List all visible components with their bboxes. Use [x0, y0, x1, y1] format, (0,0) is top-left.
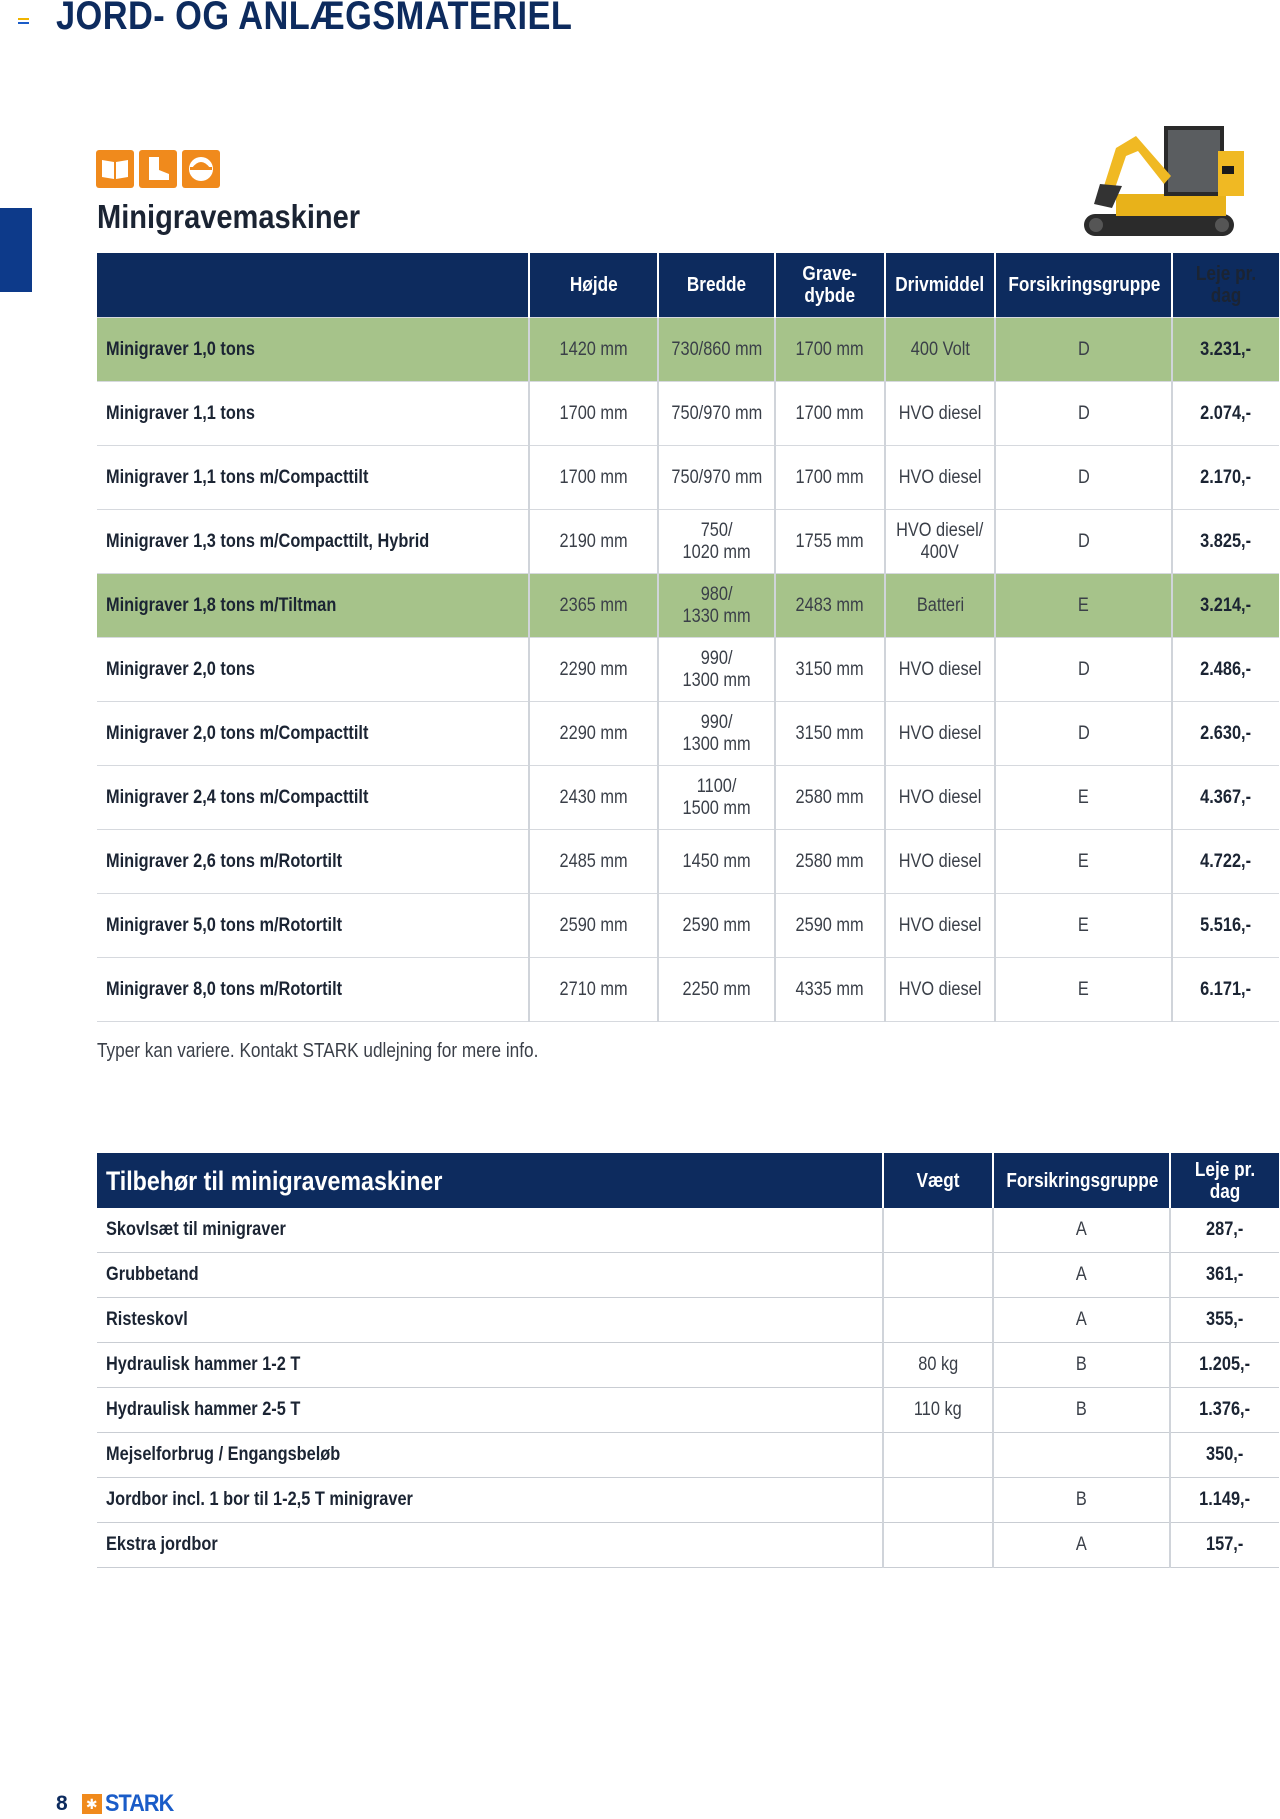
excavator-image: [1076, 96, 1266, 246]
cell-price-text: 1.149,-: [1199, 1489, 1251, 1510]
cell-weight: [883, 1343, 993, 1388]
cell-depth: [775, 894, 885, 958]
cell-group: [995, 766, 1172, 830]
column-header: [1172, 253, 1279, 318]
cell-name: [97, 1478, 883, 1523]
cell-height-text: 1700 mm: [559, 402, 628, 424]
accessories-title: Tilbehør til minigravemaskiner: [97, 1153, 883, 1208]
cell-weight-text: 110 kg: [914, 1399, 962, 1420]
table-row: [97, 1523, 1279, 1568]
cell-height-text: 1420 mm: [559, 338, 628, 360]
table-row: [97, 1253, 1279, 1298]
table-row: [97, 510, 1279, 574]
cell-depth: [775, 638, 885, 702]
table-row: [97, 638, 1279, 702]
cell-name-text: Grubbetand: [106, 1264, 199, 1285]
table-row: [97, 1208, 1279, 1253]
table-row: [97, 702, 1279, 766]
cell-group: [993, 1433, 1170, 1478]
cell-name-text: Minigraver 1,8 tons m/Tiltman: [106, 594, 337, 616]
cell-fuel-text: HVO diesel: [898, 722, 982, 744]
cell-height: [529, 382, 658, 446]
cell-weight: [883, 1478, 993, 1523]
cell-width: [658, 702, 775, 766]
cell-group-text: A: [1076, 1219, 1087, 1240]
cell-price: [1172, 830, 1279, 894]
cell-price: [1170, 1343, 1279, 1388]
cell-width-text: 980/ 1330 mm: [682, 583, 751, 627]
cell-price: [1172, 382, 1279, 446]
star-icon: ✱: [82, 1794, 102, 1814]
cell-height-text: 2290 mm: [559, 658, 628, 680]
cell-height-text: 2590 mm: [559, 914, 628, 936]
minigravemaskiner-table: [97, 253, 1279, 1022]
column-header-text: Forsikringsgruppe: [1008, 274, 1161, 296]
cell-group-text: B: [1076, 1489, 1087, 1510]
cell-height: [529, 446, 658, 510]
column-header: [883, 1153, 993, 1208]
cell-group: [995, 318, 1172, 382]
cell-fuel: [885, 766, 995, 830]
cell-depth: [775, 382, 885, 446]
cell-depth-text: 2483 mm: [795, 594, 865, 616]
cell-name-text: Minigraver 8,0 tons m/Rotortilt: [106, 978, 343, 1000]
cell-group: [993, 1208, 1170, 1253]
cell-group: [995, 702, 1172, 766]
cell-name: [97, 1253, 883, 1298]
cell-height: [529, 510, 658, 574]
table-row: [97, 958, 1279, 1022]
cell-height: [529, 894, 658, 958]
cell-height: [529, 958, 658, 1022]
cell-price: [1172, 766, 1279, 830]
cell-width-text: 990/ 1300 mm: [682, 647, 751, 691]
cell-depth: [775, 318, 885, 382]
cell-width-text: 1450 mm: [682, 850, 751, 872]
cell-price-text: 4.722,-: [1200, 850, 1252, 872]
cell-fuel: [885, 958, 995, 1022]
cell-group-text: B: [1076, 1399, 1087, 1420]
cell-price-text: 4.367,-: [1200, 786, 1252, 808]
safety-boot-icon: [139, 150, 177, 188]
cell-depth: [775, 766, 885, 830]
cell-weight-text: 80 kg: [918, 1354, 958, 1375]
cell-name-text: Hydraulisk hammer 2-5 T: [106, 1399, 301, 1420]
table-header-row: [97, 1153, 1279, 1208]
cell-price: [1170, 1478, 1279, 1523]
cell-price-text: 2.486,-: [1200, 658, 1252, 680]
cell-group: [993, 1298, 1170, 1343]
cell-group-text: B: [1076, 1354, 1087, 1375]
table-row: [97, 318, 1279, 382]
page-header-title: JORD- OG ANLÆGSMATERIEL: [56, 0, 573, 38]
column-header-text: Leje pr. dag: [1194, 1158, 1256, 1203]
cell-price: [1172, 318, 1279, 382]
cell-width-text: 750/970 mm: [671, 466, 762, 488]
cell-price-text: 3.825,-: [1200, 530, 1252, 552]
cell-name: [97, 318, 529, 382]
cell-price-text: 1.205,-: [1199, 1354, 1251, 1375]
cell-name-text: Risteskovl: [106, 1309, 188, 1330]
cell-name: [97, 574, 529, 638]
footer: [56, 1790, 181, 1818]
cell-name-text: Ekstra jordbor: [106, 1534, 218, 1555]
cell-group: [995, 446, 1172, 510]
cell-fuel-text: HVO diesel: [898, 466, 982, 488]
cell-width-text: 990/ 1300 mm: [682, 711, 751, 755]
cell-depth: [775, 958, 885, 1022]
cell-name-text: Minigraver 2,0 tons m/Compacttilt: [106, 722, 369, 744]
cell-price-text: 157,-: [1206, 1534, 1244, 1555]
cell-weight: [883, 1253, 993, 1298]
column-header-text: Højde: [569, 274, 618, 296]
cell-name: [97, 702, 529, 766]
cell-group-text: A: [1076, 1309, 1087, 1330]
cell-fuel-text: HVO diesel: [898, 786, 982, 808]
cell-height: [529, 638, 658, 702]
cell-depth: [775, 574, 885, 638]
cell-fuel: [885, 894, 995, 958]
cell-price: [1172, 446, 1279, 510]
cell-name-text: Minigraver 1,1 tons: [106, 402, 255, 424]
cell-price: [1172, 638, 1279, 702]
cell-fuel: [885, 382, 995, 446]
cell-depth: [775, 830, 885, 894]
cell-price: [1172, 510, 1279, 574]
column-header-text: Forsikringsgruppe: [1006, 1169, 1159, 1192]
cell-name: [97, 1298, 883, 1343]
cell-weight: [883, 1433, 993, 1478]
cell-group-text: E: [1078, 594, 1089, 616]
table-row: [97, 382, 1279, 446]
cell-depth-text: 1700 mm: [795, 338, 865, 360]
cell-group: [993, 1253, 1170, 1298]
cell-group: [995, 382, 1172, 446]
column-header-text: Vægt: [916, 1169, 960, 1192]
cell-name: [97, 766, 529, 830]
safety-icons: [96, 150, 220, 188]
cell-fuel-text: 400 Volt: [910, 338, 970, 360]
column-header: [658, 253, 775, 318]
cell-price: [1172, 958, 1279, 1022]
cell-fuel: [885, 830, 995, 894]
cell-price: [1172, 574, 1279, 638]
cell-name-text: Hydraulisk hammer 1-2 T: [106, 1354, 301, 1375]
cell-price-text: 2.170,-: [1200, 466, 1252, 488]
cell-name-text: Minigraver 1,1 tons m/Compacttilt: [106, 466, 369, 488]
cell-depth-text: 1700 mm: [795, 402, 865, 424]
cell-fuel-text: HVO diesel: [898, 658, 982, 680]
cell-group: [993, 1343, 1170, 1388]
cell-depth-text: 1755 mm: [795, 530, 865, 552]
page-number: 8: [56, 1792, 68, 1815]
cell-width: [658, 574, 775, 638]
cell-width: [658, 446, 775, 510]
cell-depth-text: 4335 mm: [795, 978, 865, 1000]
menu-icon[interactable]: [18, 18, 29, 26]
column-header: [995, 253, 1172, 318]
cell-group-text: D: [1077, 658, 1090, 680]
cell-width-text: 1100/ 1500 mm: [682, 775, 751, 819]
cell-name-text: Minigraver 1,0 tons: [106, 338, 255, 360]
cell-weight: [883, 1208, 993, 1253]
cell-width: [658, 382, 775, 446]
cell-group: [995, 510, 1172, 574]
cell-fuel: [885, 638, 995, 702]
cell-fuel-text: HVO diesel: [898, 978, 982, 1000]
cell-name-text: Minigraver 2,0 tons: [106, 658, 255, 680]
manual-book-icon: [96, 150, 134, 188]
cell-price-text: 6.171,-: [1200, 978, 1252, 1000]
column-header-text: Leje pr. dag: [1195, 263, 1257, 307]
cell-fuel-text: HVO diesel: [898, 402, 982, 424]
cell-group: [995, 830, 1172, 894]
cell-price-text: 287,-: [1206, 1219, 1244, 1240]
cell-group: [995, 574, 1172, 638]
cell-group-text: A: [1076, 1264, 1087, 1285]
cell-width: [658, 766, 775, 830]
cell-group: [995, 638, 1172, 702]
cell-name-text: Jordbor incl. 1 bor til 1-2,5 T minigraver: [106, 1489, 413, 1510]
cell-weight: [883, 1523, 993, 1568]
cell-group-text: E: [1078, 850, 1089, 872]
cell-depth: [775, 510, 885, 574]
cell-price-text: 5.516,-: [1200, 914, 1252, 936]
cell-fuel: [885, 702, 995, 766]
cell-price-text: 350,-: [1206, 1444, 1244, 1465]
cell-weight: [883, 1298, 993, 1343]
cell-fuel: [885, 510, 995, 574]
cell-width: [658, 830, 775, 894]
cell-price: [1170, 1523, 1279, 1568]
cell-group-text: E: [1078, 914, 1089, 936]
table-row: [97, 1478, 1279, 1523]
cell-depth-text: 2580 mm: [795, 850, 865, 872]
cell-fuel-text: Batteri: [916, 594, 964, 616]
cell-height: [529, 830, 658, 894]
cell-group-text: E: [1078, 978, 1089, 1000]
cell-price: [1172, 702, 1279, 766]
cell-price-text: 2.630,-: [1200, 722, 1252, 744]
stark-logo: [82, 1790, 181, 1818]
hard-hat-icon: [182, 150, 220, 188]
table-row: [97, 830, 1279, 894]
cell-fuel-text: HVO diesel: [898, 914, 982, 936]
note-text: Typer kan variere. Kontakt STARK udlejning for mere info.: [97, 1040, 539, 1062]
table-row: [97, 766, 1279, 830]
cell-name-text: Minigraver 1,3 tons m/Compacttilt, Hybrid: [106, 530, 430, 552]
cell-price-text: 361,-: [1206, 1264, 1244, 1285]
cell-height: [529, 766, 658, 830]
cell-name: [97, 382, 529, 446]
cell-price: [1172, 894, 1279, 958]
column-header-text: Grave- dybde: [802, 263, 858, 307]
cell-width-text: 2590 mm: [682, 914, 751, 936]
cell-weight: [883, 1388, 993, 1433]
table-row: [97, 574, 1279, 638]
column-header: [993, 1153, 1170, 1208]
cell-name: [97, 958, 529, 1022]
cell-name: [97, 1343, 883, 1388]
cell-group-text: D: [1077, 722, 1090, 744]
cell-width: [658, 894, 775, 958]
cell-name: [97, 894, 529, 958]
cell-group-text: D: [1077, 338, 1090, 360]
cell-depth-text: 3150 mm: [795, 658, 865, 680]
cell-height: [529, 702, 658, 766]
accessories-table: [97, 1153, 1279, 1568]
cell-name-text: Minigraver 5,0 tons m/Rotortilt: [106, 914, 343, 936]
table-row: [97, 1298, 1279, 1343]
cell-depth-text: 2580 mm: [795, 786, 865, 808]
column-header: [885, 253, 995, 318]
cell-width-text: 730/860 mm: [671, 338, 762, 360]
cell-group: [993, 1478, 1170, 1523]
cell-name: [97, 638, 529, 702]
cell-name: [97, 1523, 883, 1568]
cell-width: [658, 638, 775, 702]
cell-name: [97, 446, 529, 510]
cell-fuel-text: HVO diesel/ 400V: [896, 519, 984, 563]
cell-price: [1170, 1433, 1279, 1478]
cell-fuel-text: HVO diesel: [898, 850, 982, 872]
cell-depth-text: 1700 mm: [795, 466, 865, 488]
column-header: [97, 253, 529, 318]
cell-width-text: 2250 mm: [682, 978, 751, 1000]
cell-group: [993, 1523, 1170, 1568]
cell-height-text: 2710 mm: [559, 978, 628, 1000]
column-header-text: Drivmiddel: [895, 274, 985, 296]
table-row: [97, 1388, 1279, 1433]
cell-price-text: 3.231,-: [1200, 338, 1252, 360]
cell-width-text: 750/970 mm: [671, 402, 762, 424]
cell-price: [1170, 1388, 1279, 1433]
column-header: [529, 253, 658, 318]
cell-price: [1170, 1208, 1279, 1253]
cell-price: [1170, 1253, 1279, 1298]
cell-height-text: 2190 mm: [559, 530, 628, 552]
cell-name-text: Minigraver 2,6 tons m/Rotortilt: [106, 850, 343, 872]
cell-name-text: Minigraver 2,4 tons m/Compacttilt: [106, 786, 369, 808]
cell-group-text: A: [1076, 1534, 1087, 1555]
table-row: [97, 894, 1279, 958]
cell-name: [97, 1433, 883, 1478]
column-header-text: Bredde: [686, 274, 747, 296]
section-title: Minigravemaskiner: [97, 198, 361, 235]
cell-fuel: [885, 446, 995, 510]
column-header: [775, 253, 885, 318]
cell-width: [658, 318, 775, 382]
column-header: [1170, 1153, 1279, 1208]
cell-height: [529, 574, 658, 638]
table-header-row: [97, 253, 1279, 318]
table-row: [97, 1433, 1279, 1478]
cell-height: [529, 318, 658, 382]
cell-width: [658, 510, 775, 574]
cell-width: [658, 958, 775, 1022]
cell-group: [993, 1388, 1170, 1433]
cell-price-text: 355,-: [1206, 1309, 1244, 1330]
cell-group: [995, 894, 1172, 958]
cell-group-text: D: [1077, 466, 1090, 488]
cell-group-text: D: [1077, 530, 1090, 552]
table-row: [97, 446, 1279, 510]
cell-depth-text: 3150 mm: [795, 722, 865, 744]
cell-fuel: [885, 318, 995, 382]
cell-name: [97, 1388, 883, 1433]
cell-name: [97, 1208, 883, 1253]
cell-group-text: E: [1078, 786, 1089, 808]
cell-height-text: 2290 mm: [559, 722, 628, 744]
cell-fuel: [885, 574, 995, 638]
cell-name: [97, 830, 529, 894]
cell-depth: [775, 446, 885, 510]
cell-group: [995, 958, 1172, 1022]
cell-price-text: 3.214,-: [1200, 594, 1252, 616]
brand-name: STARK: [104, 1790, 173, 1817]
side-tab-marker: [0, 208, 32, 292]
cell-name-text: Skovlsæt til minigraver: [106, 1219, 286, 1240]
cell-height-text: 2485 mm: [559, 850, 628, 872]
cell-width-text: 750/ 1020 mm: [682, 519, 751, 563]
cell-height-text: 1700 mm: [559, 466, 628, 488]
cell-depth-text: 2590 mm: [795, 914, 865, 936]
cell-price-text: 2.074,-: [1200, 402, 1252, 424]
cell-group-text: D: [1077, 402, 1090, 424]
cell-name: [97, 510, 529, 574]
cell-height-text: 2365 mm: [559, 594, 628, 616]
cell-name-text: Mejselforbrug / Engangsbeløb: [106, 1444, 341, 1465]
cell-depth: [775, 702, 885, 766]
table-row: [97, 1343, 1279, 1388]
cell-price: [1170, 1298, 1279, 1343]
cell-price-text: 1.376,-: [1199, 1399, 1251, 1420]
cell-height-text: 2430 mm: [559, 786, 628, 808]
